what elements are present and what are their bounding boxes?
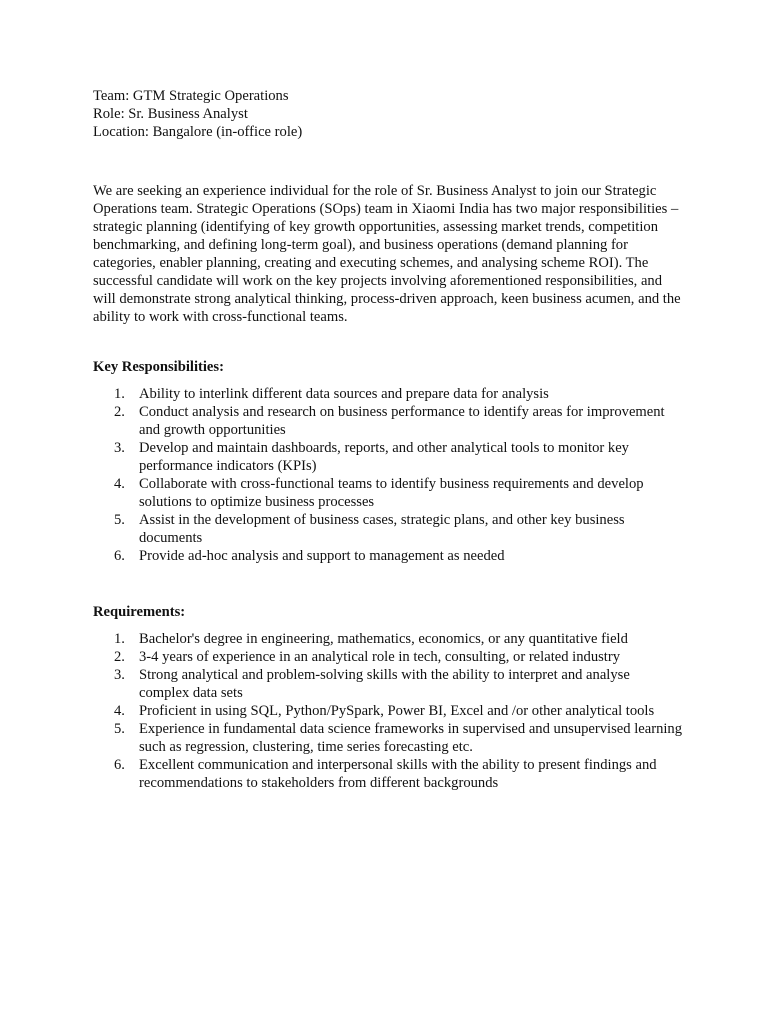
role-line: Role: Sr. Business Analyst	[93, 106, 248, 122]
document-page	[93, 87, 683, 792]
list-item-text: Develop and maintain dashboards, reports, and other analytical tools to monitor key performance indicators (KPIs)	[139, 440, 629, 474]
list-item-text: Bachelor's degree in engineering, mathematics, economics, or any quantitative field	[139, 631, 628, 647]
list-item	[93, 439, 683, 475]
list-item-text: Conduct analysis and research on business performance to identify areas for improvement and growth opportunities	[139, 404, 665, 438]
list-number: 1.	[114, 386, 125, 402]
list-item	[93, 756, 683, 792]
list-item-text: Experience in fundamental data science frameworks in supervised and unsupervised learning such as regression, clustering, time series forecasting etc.	[139, 721, 683, 755]
list-item	[93, 702, 683, 720]
list-item-text: Ability to interlink different data sources and prepare data for analysis	[139, 386, 549, 402]
list-item-text: Proficient in using SQL, Python/PySpark, Power BI, Excel and /or other analytical tools	[139, 703, 655, 719]
list-item	[93, 403, 683, 439]
list-item-text: Provide ad-hoc analysis and support to management as needed	[139, 548, 505, 564]
list-number: 2.	[114, 649, 125, 665]
responsibilities-list	[93, 385, 683, 565]
list-number: 3.	[114, 440, 125, 456]
requirements-list	[93, 630, 683, 792]
list-number: 3.	[114, 667, 125, 683]
list-number: 6.	[114, 757, 125, 773]
list-item	[93, 648, 683, 666]
list-number: 1.	[114, 631, 125, 647]
list-item	[93, 666, 683, 702]
list-number: 5.	[114, 512, 125, 528]
requirements-heading: Requirements:	[93, 604, 186, 620]
list-number: 4.	[114, 703, 125, 719]
list-item	[93, 630, 683, 648]
list-number: 6.	[114, 548, 125, 564]
list-item	[93, 475, 683, 511]
list-item	[93, 385, 683, 403]
list-item-text: Excellent communication and interpersonal skills with the ability to present findings and recommendations to stakeholders from different backgrounds	[139, 757, 657, 791]
list-item-text: Collaborate with cross-functional teams to identify business requirements and develop solutions to optimize business processes	[139, 476, 644, 510]
list-item-text: 3-4 years of experience in an analytical role in tech, consulting, or related industry	[139, 649, 621, 665]
list-item	[93, 720, 683, 756]
intro-paragraph: We are seeking an experience individual for the role of Sr. Business Analyst to join our Strategic Operations team. Strategic Operations (SOps) team in Xiaomi India has two major responsibilities – strategic planning (identifying of key growth opportunities, assessing market trends, competition benchmarking, and defining long-term goal), and business operations (demand planning for categories, enabler planning, creating and executing schemes, and analysing scheme ROI). The successful candidate will work on the key projects involving aforementioned responsibilities, and will demonstrate strong analytical thinking, process-driven approach, keen business acumen, and the ability to work with cross-functional teams.	[93, 183, 681, 325]
location-line: Location: Bangalore (in-office role)	[93, 124, 303, 140]
list-number: 5.	[114, 721, 125, 737]
list-number: 2.	[114, 404, 125, 420]
team-line: Team: GTM Strategic Operations	[93, 88, 289, 104]
list-item	[93, 511, 683, 547]
list-item-text: Strong analytical and problem-solving skills with the ability to interpret and analyse complex data sets	[139, 667, 630, 701]
responsibilities-heading: Key Responsibilities:	[93, 359, 224, 375]
list-number: 4.	[114, 476, 125, 492]
list-item	[93, 547, 683, 565]
list-item-text: Assist in the development of business cases, strategic plans, and other key business documents	[139, 512, 625, 546]
